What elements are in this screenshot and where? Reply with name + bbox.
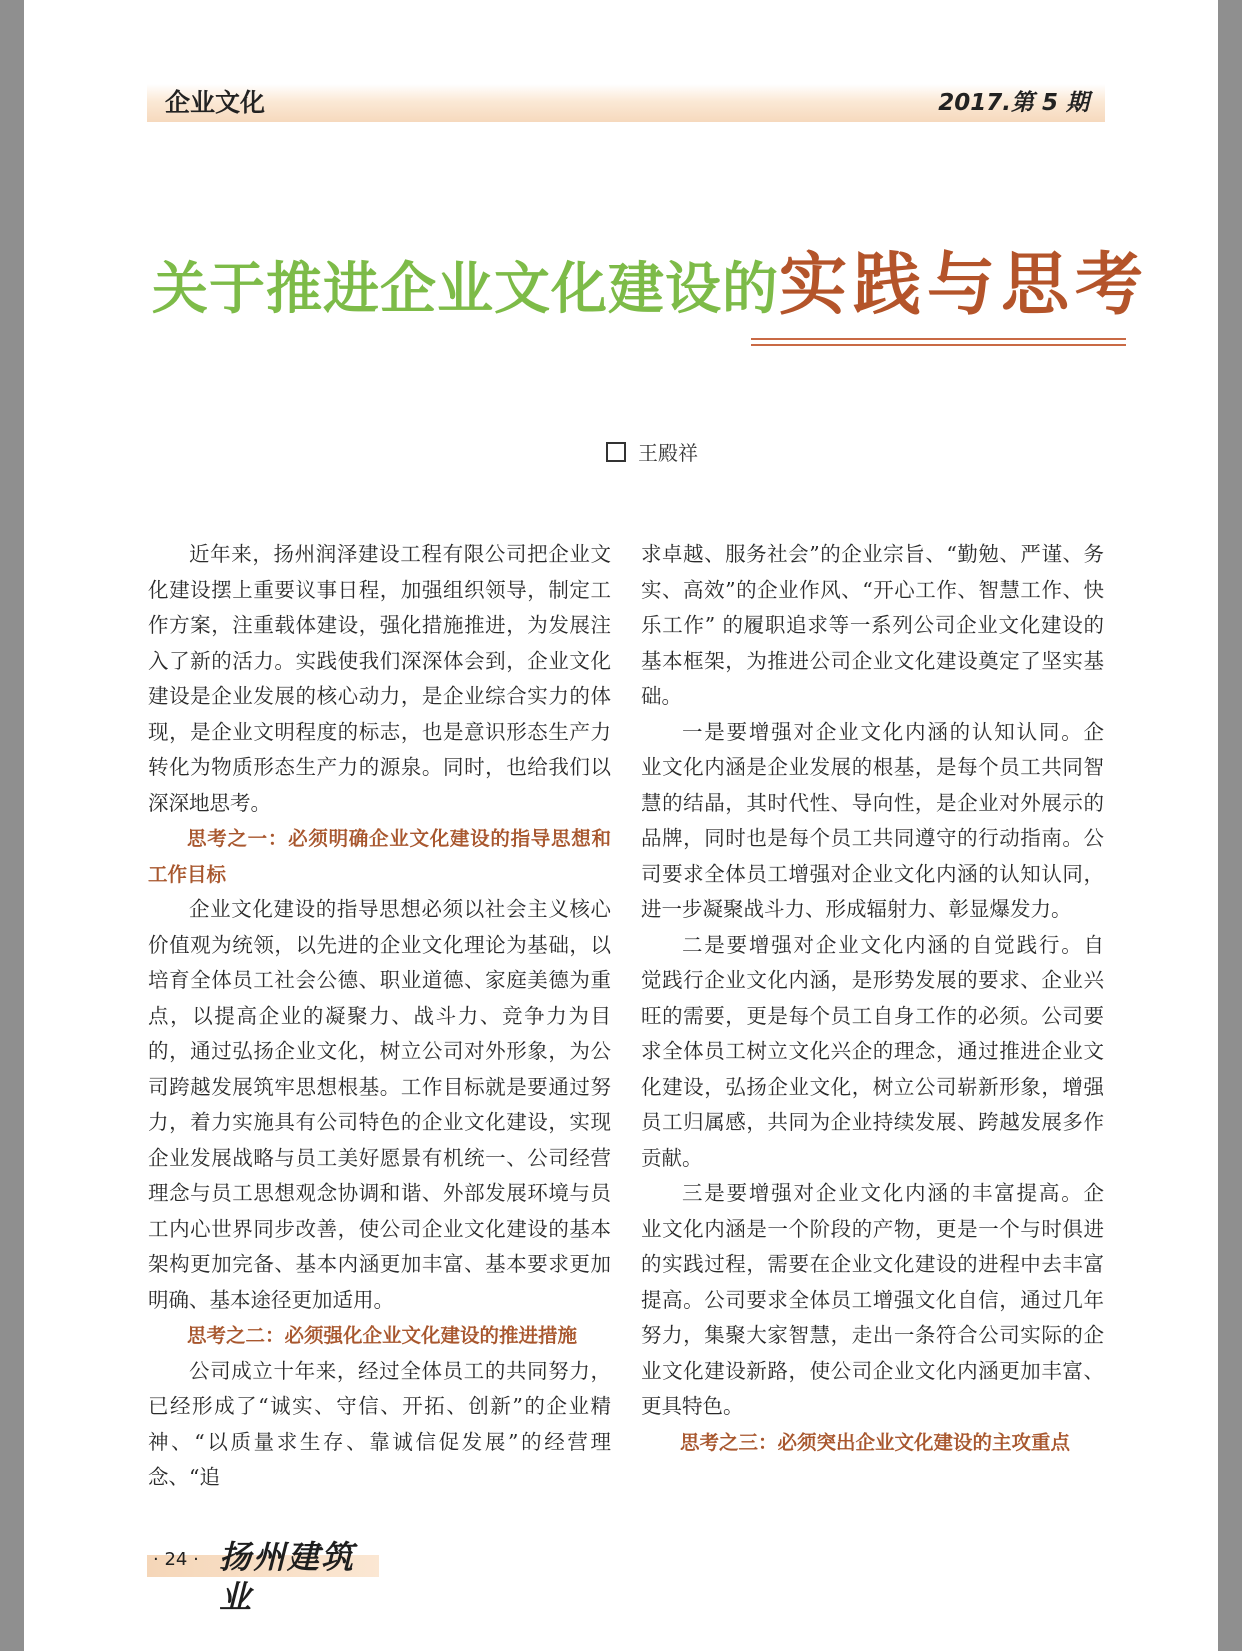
point-1-paragraph [641,715,1104,928]
section-1-paragraph: 企业文化建设的指导思想必须以社会主义核心价值观为统领，以先进的企业文化理论为基础，以培育全体员工社会公德、职业道德、家庭美德为重点，以提高企业的凝聚力、战斗力、竞争力为目的，通过弘扬企业文化，树立公司对外形象，为公司跨越发展筑牢思想根基。工作目标就是要通过努力，着力实施具有公司特色的企业文化建设，实现企业发展战略与员工美好愿景有机统一、公司经营理念与员工思想观念协调和谐、外部发展环境与员工内心世界同步改善，使公司企业文化建设的基本架构更加完备、基本内涵更加丰富、基本要求更加明确、基本途径更加适用。 [148,897,611,1312]
title-underline-bottom [751,344,1126,346]
intro-paragraph: 近年来，扬州润泽建设工程有限公司把企业文化建设摆上重要议事日程，加强组织领导，制定工作方案，注重载体建设，强化措施推进，为发展注入了新的活力。实践使我们深深体会到，企业文化建设是企业发展的核心动力，是企业综合实力的体现，是企业文明程度的标志，也是意识形态生产力转化为物质形态生产力的源泉。同时，也给我们以深深地思考。 [148,542,611,815]
author-line [606,440,698,466]
magazine-page [24,0,1218,1651]
title-underline-top [751,338,1126,340]
page-number: · 24 · [153,1549,199,1570]
section-name: 企业文化 [165,88,266,117]
section-2-paragraph: 公司成立十年来，经过全体员工的共同努力，已经形成了“诚实、守信、开拓、创新”的企业精神、“以质量求生存、靠诚信促发展”的经营理念、“追 [148,1358,611,1489]
left-column [148,537,611,1496]
point-2-body: 自觉践行企业文化内涵，是形势发展的要求、企业兴旺的需要，更是每个员工自身工作的必须。公司要求全体员工树立文化兴企的理念，通过推进企业文化建设，弘扬企业文化，树立公司崭新形象，增强员工归属感，共同为企业持续发展、跨越发展多作贡献。 [641,932,1104,1170]
point-2-lead: 二是要增强对企业文化内涵的自觉践行。 [682,932,1084,957]
section-2-paragraph-continued: 求卓越、服务社会”的企业宗旨、“勤勉、严谨、务实、高效”的企业作风、“开心工作、智慧工作、快乐工作” 的履职追求等一系列公司企业文化建设的基本框架，为推进公司企业文化建设奠定了坚实基础。 [641,542,1104,708]
article-title-part2: 实践与思考 [779,245,1150,325]
magazine-logo: 扬州建筑业 [219,1538,356,1616]
author-name: 王殿祥 [638,441,698,465]
point-3-body: 企业文化内涵是一个阶段的产物，更是一个与时俱进的实践过程，需要在企业文化建设的进程中去丰富提高。公司要求全体员工增强文化自信，通过几年努力，集聚大家智慧，走出一条符合公司实际的企业文化建设新路，使公司企业文化内涵更加丰富、更具特色。 [641,1181,1104,1418]
point-1-lead: 一是要增强对企业文化内涵的认知认同。 [682,719,1084,744]
point-3-lead: 三是要增强对企业文化内涵的丰富提高。 [682,1181,1084,1205]
section-heading-1: 思考之一：必须明确企业文化建设的指导思想和工作目标 [148,827,611,886]
article-title [152,240,1150,348]
right-column [641,537,1104,1460]
author-box-icon [606,442,626,462]
point-2-paragraph [641,928,1104,1177]
running-header [147,84,1105,122]
section-heading-2: 思考之二：必须强化企业文化建设的推进措施 [187,1324,578,1347]
point-3-paragraph [641,1176,1104,1425]
issue-label: 2017.第 5 期 [938,90,1089,116]
page-footer [147,1537,379,1616]
point-1-body: 企业文化内涵是企业发展的根基，是每个员工共同智慧的结晶，其时代性、导向性，是企业对外展示的品牌，同时也是每个员工共同遵守的行动指南。公司要求全体员工增强对企业文化内涵的认知认同，进一步凝聚战斗力、形成辐射力、彰显爆发力。 [641,719,1104,921]
section-heading-3: 思考之三：必须突出企业文化建设的主攻重点 [680,1430,1071,1454]
article-title-part1: 关于推进企业文化建设的 [152,256,779,322]
